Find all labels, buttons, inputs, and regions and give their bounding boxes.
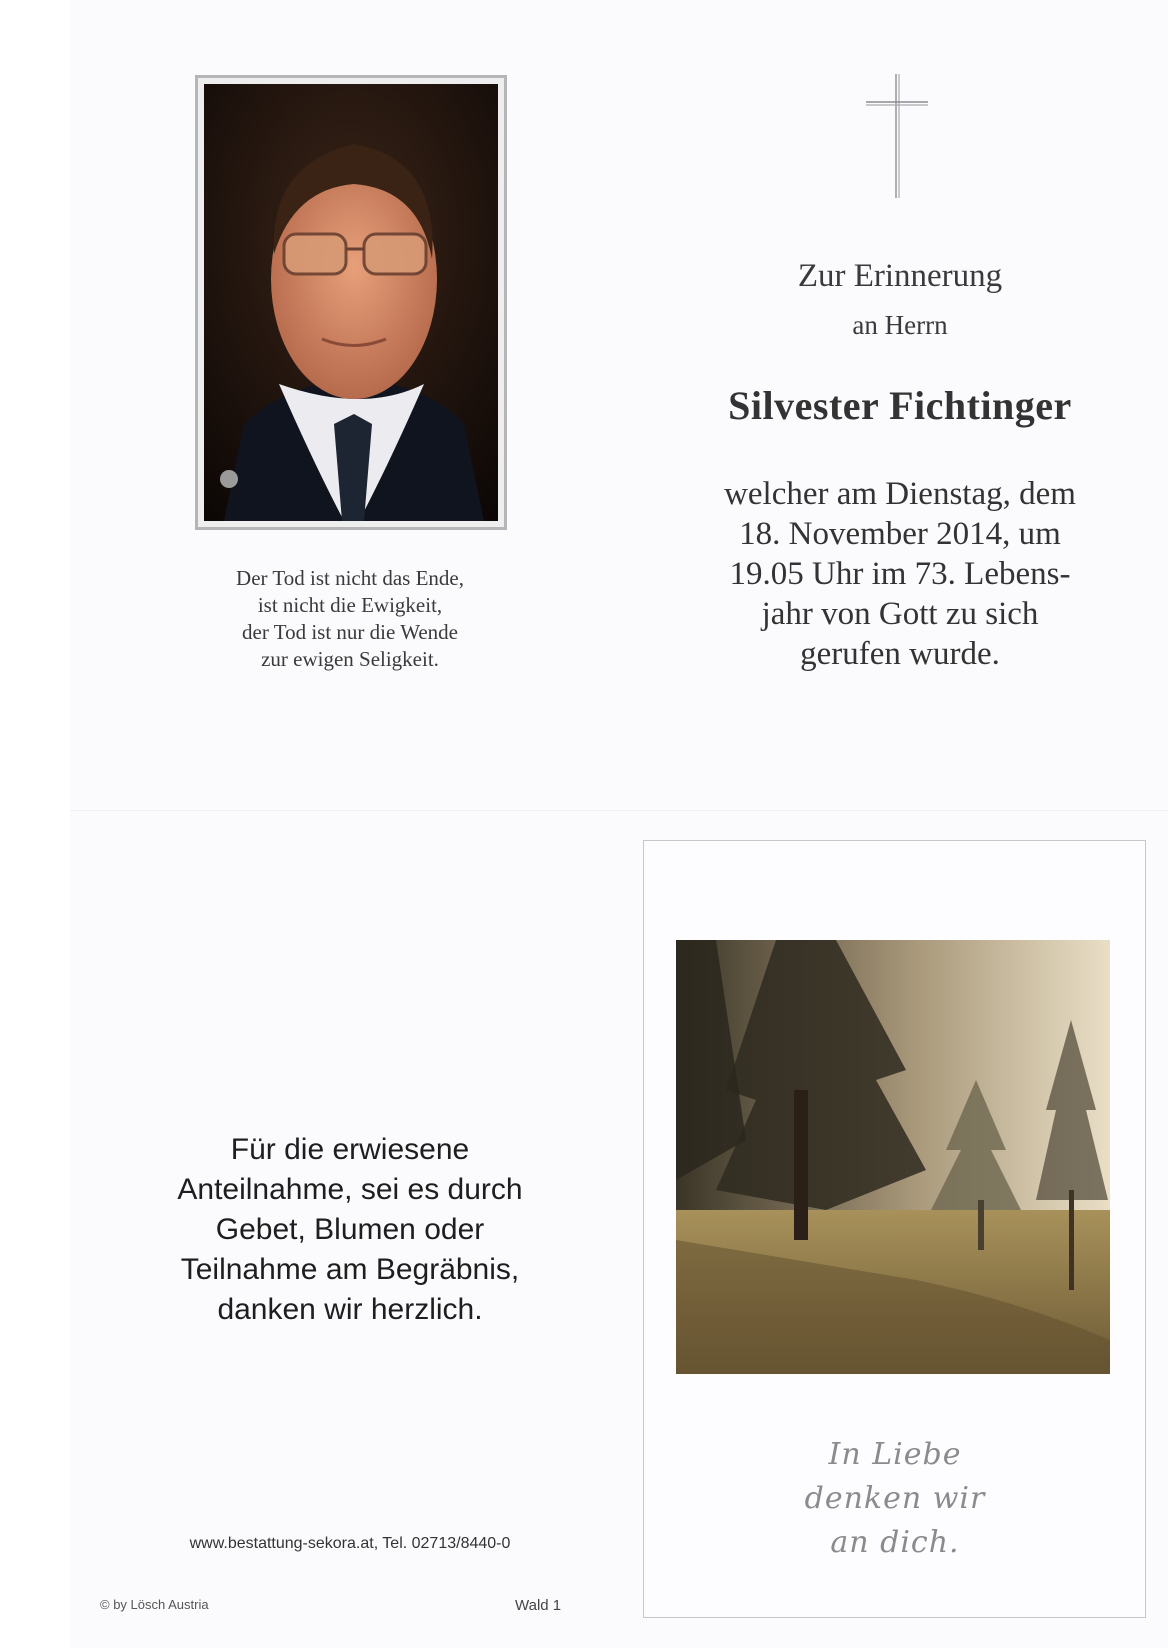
thanks-line: Anteilnahme, sei es durch	[177, 1173, 523, 1206]
thank-you-message	[120, 1130, 580, 1330]
poem-line: zur ewigen Seligkeit.	[261, 647, 439, 671]
thanks-line: danken wir herzlich.	[217, 1293, 483, 1326]
thanks-line: Teilnahme am Begräbnis,	[180, 1253, 520, 1286]
death-notice	[680, 474, 1120, 674]
death-notice-line: 18. November 2014, um	[739, 516, 1061, 552]
forest-image	[676, 940, 1110, 1374]
card-inscription	[740, 1433, 1050, 1565]
death-notice-line: 19.05 Uhr im 73. Lebens-	[729, 556, 1071, 592]
memorial-greeting: Zur Erinnerung	[797, 258, 1003, 294]
death-notice-line: gerufen wurde.	[800, 636, 1000, 672]
portrait-photo	[195, 75, 507, 530]
copyright-note: © by Lösch Austria	[100, 1597, 209, 1612]
page-margin	[0, 0, 70, 1648]
inscription-line: In Liebe	[828, 1437, 962, 1472]
thanks-line: Für die erwiesene	[230, 1133, 470, 1166]
model-label: Wald 1	[515, 1597, 562, 1614]
thanks-line: Gebet, Blumen oder	[215, 1213, 485, 1246]
memorial-salutation: an Herrn	[852, 310, 948, 340]
poem	[180, 565, 520, 673]
portrait-image	[204, 84, 498, 521]
poem-line: Der Tod ist nicht das Ende,	[236, 566, 464, 590]
deceased-name: Silvester Fichtinger	[728, 383, 1072, 428]
death-notice-line: welcher am Dienstag, dem	[724, 476, 1076, 512]
inscription-line: denken wir	[804, 1481, 986, 1516]
poem-line: der Tod ist nur die Wende	[242, 620, 458, 644]
poem-line: ist nicht die Ewigkeit,	[257, 593, 443, 617]
inscription-line: an dich.	[830, 1525, 960, 1560]
fold-line	[70, 810, 1168, 811]
death-notice-line: jahr von Gott zu sich	[761, 596, 1039, 632]
website-contact: www.bestattung-sekora.at, Tel. 02713/8440-0	[189, 1535, 511, 1552]
cross-icon	[862, 72, 932, 200]
